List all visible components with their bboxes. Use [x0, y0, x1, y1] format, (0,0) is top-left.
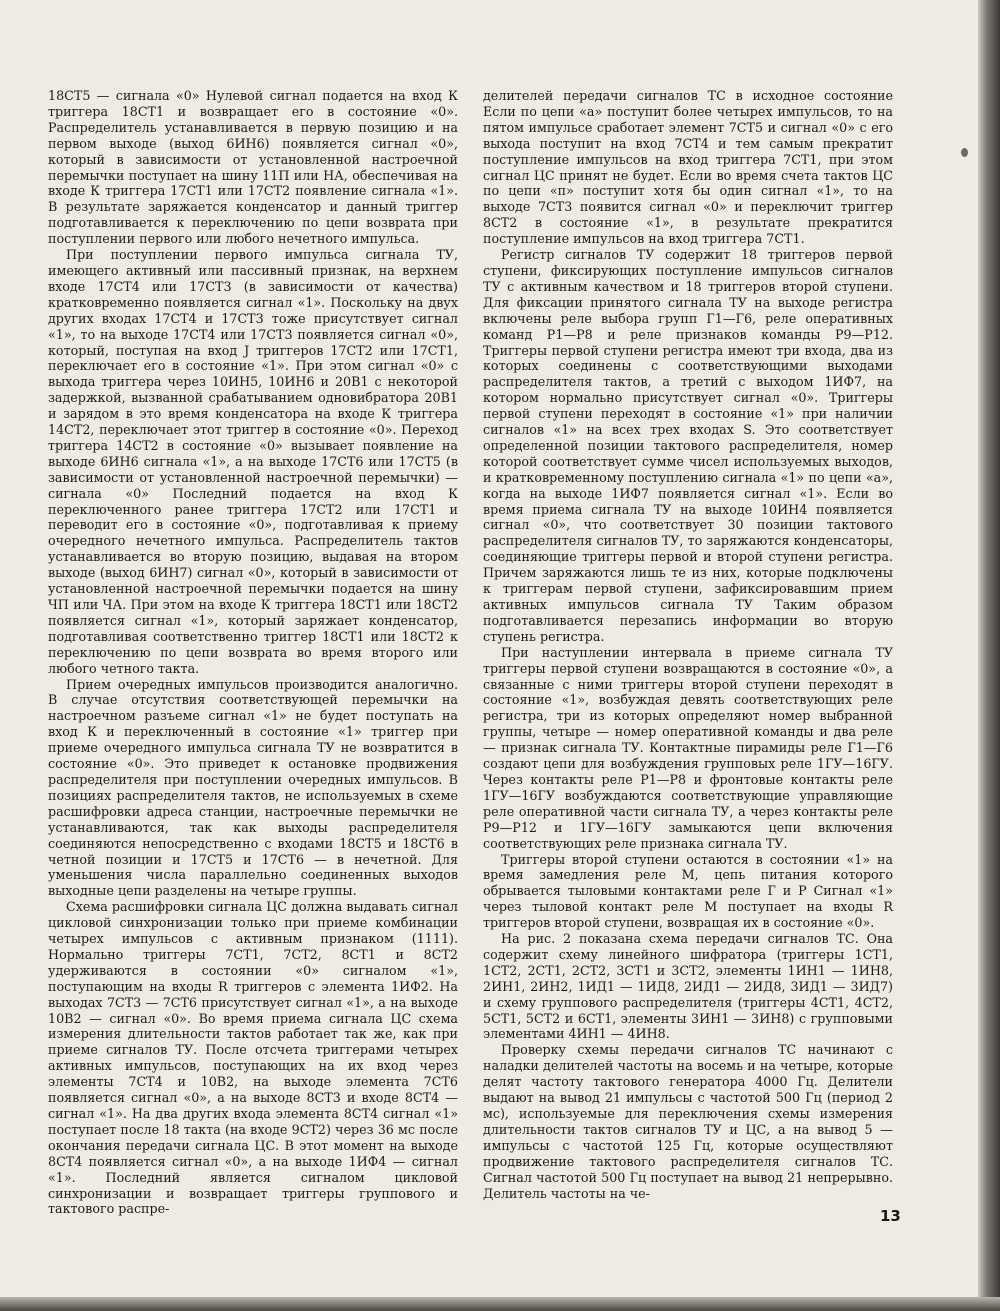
- scan-edge-bottom: [0, 1297, 1000, 1311]
- paragraph: На рис. 2 показана схема передачи сигналов ТС. Она содержит схему линейного шифратора (триггеры 1СТ1, 1СТ2, 2СТ1, 2СТ2, 3СТ1 и 3СТ2, элементы 1ИН1 — 1ИН8, 2ИН1, 2ИН2, 1ИД1 — 1ИД8, 2ИД1 — 2ИД8, 3ИД1 — 3ИД7) и схему группового распределителя (триггеры 4СТ1, 4СТ2, 5СТ1, 5СТ2 и 6СТ1, элементы 3ИН1 — 3ИН8) с групповыми элементами 4ИН1 — 4ИН8.: [483, 931, 893, 1042]
- paragraph: делителей передачи сигналов ТС в исходное состояние Если по цепи «a» поступит более четырех импульсов, то на пятом импульсе сработает элемент 7СТ5 и сигнал «0» с его выхода поступит на вход 7СТ4 и тем самым прекратит поступление импульсов на вход триггера 7СТ1, при этом сигнал ЦС принят не будет. Если во время счета тактов ЦС по цепи «п» поступит хотя бы один сигнал «1», то на выходе 7СТ3 появится сигнал «0» и переключит триггер 8СТ2 в состояние «1», в результате прекратится поступление импульсов на вход триггера 7СТ1.: [483, 88, 893, 247]
- paragraph: При поступлении первого импульса сигнала ТУ, имеющего активный или пассивный признак, на верхнем входе 17СТ4 или 17СТ3 (в зависимости от качества) кратковременно появляется сигнал «1». Поскольку на двух других входах 17СТ4 и 17СТ3 тоже присутствует сигнал «1», то на выходе 17СТ4 или 17СТ3 появляется сигнал «0», который, поступая на вход J триггеров 17СТ2 или 17СТ1, переключает его в состояние «1». При этом сигнал «0» с выхода триггера через 10ИН5, 10ИН6 и 20В1 с некоторой задержкой, вызванной срабатыванием одновибратора 20В1 и зарядом в это время конденсатора на входе К триггера 14СТ2, переключает этот триггер в состояние «0». Переход триггера 14СТ2 в состояние «0» вызывает появление на выходе 6ИН6 сигнала «1», а на выходе 17СТ6 или 17СТ5 (в зависимости от установленной настроечной перемычки) — сигнала «0» Последний подается на вход К переключенного ранее триггера 17СТ2 или 17СТ1 и переводит его в состояние «0», подготавливая к приему очередного нечетного импульса. Распределитель тактов устанавливается во вторую позицию, выдавая на втором выходе (выход 6ИН7) сигнал «0», который в зависимости от установленной настроечной перемычки подается на шину ЧП или ЧА. При этом на входе К триггера 18СТ1 или 18СТ2 появляется сигнал «1», который заряжает конденсатор, подготавливая соответственно триггер 18СТ1 или 18СТ2 к переключению по цепи возврата во время второго или любого четного такта.: [48, 247, 458, 676]
- paragraph: Триггеры второй ступени остаются в состоянии «1» на время замедления реле М, цепь питания которого обрывается тыловыми контактами реле Г и Р Сигнал «1» через тыловой контакт реле М поступает на входы R триггеров второй ступени, возвращая их в состояние «0».: [483, 851, 893, 931]
- paragraph: Проверку схемы передачи сигналов ТС начинают с наладки делителей частоты на восемь и на четыре, которые делят частоту тактового генератора 4000 Гц. Делители выдают на вывод 21 импульсы с частотой 500 Гц (период 2 мс), используемые для переключения схемы измерения длительности тактов сигналов ТУ и ЦС, а на вывод 5 — импульсы с частотой 125 Гц, которые осуществляют продвижение тактового распределителя сигналов ТС. Сигнал частотой 500 Гц поступает на вывод 21 непрерывно. Делитель частоты на че-: [483, 1042, 893, 1201]
- paragraph: Схема расшифровки сигнала ЦС должна выдавать сигнал цикловой синхронизации только при приеме комбинации четырех импульсов с активным признаком (1111). Нормально триггеры 7СТ1, 7СТ2, 8СТ1 и 8СТ2 удерживаются в состоянии «0» сигналом «1», поступающим на входы R триггеров с элемента 1ИФ2. На выходах 7СТ3 — 7СТ6 присутствует сигнал «1», а на выходе 10В2 — сигнал «0». Во время приема сигнала ЦС схема измерения длительности тактов работает так же, как при приеме сигналов ТУ. После отсчета триггерами четырех активных импульсов, поступающих на их вход через элементы 7СТ4 и 10В2, на выходе элемента 7СТ6 появляется сигнал «0», а на выходе 8СТ3 и входе 8СТ4 — сигнал «1». На два других входа элемента 8СТ4 сигнал «1» поступает после 18 такта (на входе 9СТ2) через 36 мс после окончания передачи сигнала ЦС. В этот момент на выходе 8СТ4 появляется сигнал «0», а на выходе 1ИФ4 — сигнал «1». Последний является сигналом цикловой синхронизации и возвращает триггеры группового и тактового распре-: [48, 899, 458, 1217]
- scan-edge-right: [978, 0, 1000, 1311]
- paragraph: При наступлении интервала в приеме сигнала ТУ триггеры первой ступени возвращаются в состояние «0», а связанные с ними триггеры второй ступени переходят в состояние «1», возбуждая девять соответствующих реле регистра, три из которых определяют номер выбранной группы, четыре — номер оперативной команды и два реле — признак сигнала ТУ. Контактные пирамиды реле Г1—Г6 создают цепи для возбуждения групповых реле 1ГУ—16ГУ. Через контакты реле Р1—Р8 и фронтовые контакты реле 1ГУ—16ГУ возбуждаются соответствующие управляющие реле оперативной части сигнала ТУ, а через контакты реле Р9—Р12 и 1ГУ—16ГУ замыкаются цепи включения соответствующих реле признака сигнала ТУ.: [483, 644, 893, 851]
- text-column-left: [48, 88, 458, 1217]
- paragraph: Регистр сигналов ТУ содержит 18 триггеров первой ступени, фиксирующих поступление импульсов сигналов ТУ с активным качеством и 18 триггеров второй ступени. Для фиксации принятого сигнала ТУ на выходе регистра включены реле выбора групп Г1—Г6, реле оперативных команд Р1—Р8 и реле признаков команды Р9—Р12. Триггеры первой ступени регистра имеют три входа, два из которых соединены с соответствующими выходами распределителя тактов, а третий с выходом 1ИФ7, на котором нормально присутствует сигнал «0». Триггеры первой ступени переходят в состояние «1» при наличии сигналов «1» на всех трех входах S. Это соответствует определенной позиции тактового распределителя, номер которой соответствует сумме чисел используемых выходов, и кратковременному поступлению сигнала «1» по цепи «a», когда на выходе 1ИФ7 появляется сигнал «1». Если во время приема сигнала ТУ на выходе 10ИН4 появляется сигнал «0», что соответствует 30 позиции тактового распределителя сигналов ТУ, то заряжаются конденсаторы, соединяющие триггеры первой и второй ступени регистра. Причем заряжаются лишь те из них, которые подключены к триггерам первой ступени, зафиксировавшим прием активных импульсов сигнала ТУ Таким образом подготавливается перезапись информации во вторую ступень регистра.: [483, 247, 893, 644]
- page-number: 13: [880, 1207, 901, 1225]
- scan-speck: [961, 148, 968, 157]
- paragraph: Прием очередных импульсов производится аналогично. В случае отсутствия соответствующей перемычки на настроечном разъеме сигнал «1» не будет поступать на вход К и переключенный в состояние «1» триггер при приеме очередного импульса сигнала ТУ не возвратится в состояние «0». Это приведет к остановке продвижения распределителя при поступлении очередных импульсов. В позициях распределителя тактов, не используемых в схеме расшифровки адреса станции, настроечные перемычки не устанавливаются, так как выходы распределителя соединяются непосредственно с входами 18СТ5 и 18СТ6 в четной позиции и 17СТ5 и 17СТ6 — в нечетной. Для уменьшения числа параллельно соединенных выходов выходные цепи разделены на четыре группы.: [48, 676, 458, 899]
- text-column-right: [483, 88, 893, 1201]
- paragraph: 18СТ5 — сигнала «0» Нулевой сигнал подается на вход К триггера 18СТ1 и возвращает его в состояние «0». Распределитель устанавливается в первую позицию и на первом выходе (выход 6ИН6) появляется сигнал «0», который в зависимости от установленной настроечной перемычки поступает на шину 11П или НА, обеспечивая на входе К триггера 17СТ1 или 17СТ2 появление сигнала «1». В результате заряжается конденсатор и данный триггер подготавливается к переключению по цепи возврата при поступлении первого или любого нечетного импульса.: [48, 88, 458, 247]
